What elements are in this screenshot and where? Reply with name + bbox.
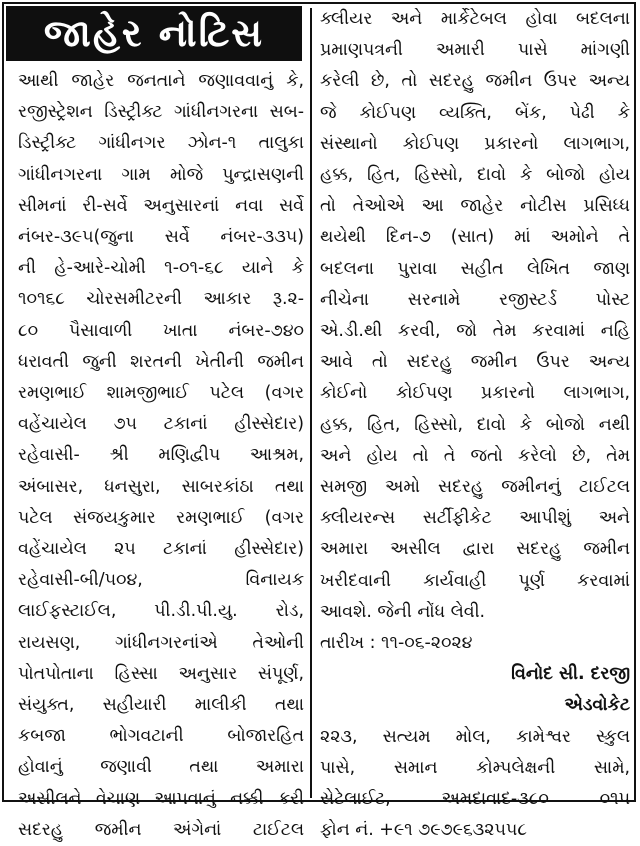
- notice-line: પ્રમાણપત્રની અમારી પાસે માંગણી: [320, 40, 630, 61]
- notice-line: અંબાસર, ધનસુરા, સાબરકાંઠા તથા: [18, 476, 304, 497]
- notice-line: આથી જાહેર જનતાને જણાવવાનું કે,: [18, 71, 304, 91]
- notice-left-column: [18, 66, 304, 846]
- address-line: સેટેલાઈટ, અમદાવાદ-૩૮૦ ૦૧૫: [320, 789, 630, 810]
- notice-line: અને હોય તો તે જતો કરેલો છે, તેમ: [320, 445, 630, 466]
- notice-line: પટેલ સંજયકુમાર રમણભાઈ (વગર: [18, 507, 304, 528]
- notice-line: કબજા ભોગવટાની બોજારહિત: [18, 726, 304, 747]
- notice-line: સંસ્થાનો કોઈપણ પ્રકારનો લાગભાગ,: [320, 133, 630, 154]
- notice-line: એ.ડી.થી કરવી, જો તેમ કરવામાં નહિ: [320, 321, 630, 342]
- notice-line: હોવાનું જણાવી તથા અમારા: [18, 757, 304, 778]
- notice-line: થયેથી દિન-૭ (સાત) માં અમોને તે: [320, 227, 630, 248]
- column-divider: [310, 8, 312, 798]
- notice-line: કરેલી છે, તો સદરહુ જમીન ઉપર અન્ય: [320, 71, 630, 92]
- phone-line: ફોન નં. +૯૧ ૭૯૭૯૬૩૨૫૫૮: [320, 820, 527, 841]
- notice-right-column: [320, 4, 630, 846]
- notice-line: તો તેઓએ આ જાહેર નોટીસ પ્રસિધ્ધ: [320, 196, 630, 217]
- notice-line: ની હે-આરે-ચોમી ૧-૦૧-૬૮ યાને કે: [18, 258, 304, 279]
- notice-line: આવશે. જેની નોંધ લેવી.: [320, 601, 486, 622]
- notice-line: ૮૦ પૈસાવાળી ખાતા નંબર-૭૪૦: [18, 320, 304, 341]
- notice-line: અમારા અસીલ દ્વારા સદરહુ જમીન: [320, 539, 630, 560]
- notice-line: કોઈનો કોઈપણ પ્રકારનો લાગભાગ,: [320, 383, 630, 404]
- advocate-name: વિનોદ સી. દરજી: [511, 664, 630, 685]
- notice-line: અસીલને વેચાણ આપવાનું નક્કી કરી: [18, 788, 304, 809]
- notice-date: તારીખ : ૧૧-૦૬-૨૦૨૪: [320, 633, 473, 654]
- notice-line: રમણભાઈ શામજીભાઈ પટેલ (વગર: [18, 383, 304, 404]
- notice-line: આવે તો સદરહુ જમીન ઉપર અન્ય: [320, 352, 630, 373]
- notice-line: સમજી અમો સદરહુ જમીનનું ટાઈટલ: [320, 477, 630, 498]
- notice-line: હક્ક, હિત, હિસ્સો, દાવો કે બોજો હોય: [320, 165, 630, 186]
- notice-line: નીચેના સરનામે રજીસ્ટર્ડ પોસ્ટ: [320, 289, 630, 310]
- notice-line: રહેવાસી-બી/૫૦૪, વિનાયક: [18, 570, 304, 591]
- notice-line: ખરીદવાની કાર્યવાહી પૂર્ણ કરવામાં: [320, 570, 630, 591]
- notice-line: ૧૦૧૬૮ ચોરસમીટરની આકાર રૂ.૨-: [18, 289, 304, 310]
- notice-line: બદલના પુરાવા સહીત લેખિત જાણ: [320, 258, 630, 279]
- notice-line: લાઈફસ્ટાઈલ, પી.ડી.પી.યુ. રોડ,: [18, 601, 304, 622]
- notice-line: સદરહુ જમીન અંગેનાં ટાઈટલ: [18, 819, 304, 840]
- notice-line: પોતપોતાના હિસ્સા અનુસાર સંપૂર્ણ,: [18, 663, 304, 684]
- notice-line: નંબર-૩૯૫(જુના સર્વે નંબર-૩૩૫): [18, 227, 304, 248]
- advocate-title: એડવોકેટ: [564, 695, 630, 716]
- notice-line: વહેંચાયેલ ૭૫ ટકાનાં હીસ્સેદાર): [18, 414, 304, 435]
- notice-line: રજીસ્ટ્રેશન ડિસ્ટ્રીક્ટ ગાંધીનગરના સબ-: [18, 102, 304, 123]
- notice-line: ગાંધીનગરના ગામ મોજે પુન્દ્રાસણની: [18, 164, 304, 185]
- notice-line: સીમનાં રી-સર્વે અનુસારનાં નવા સર્વે: [18, 195, 304, 216]
- notice-line: ડિસ્ટ્રીક્ટ ગાંધીનગર ઝોન-૧ તાલુકા: [18, 133, 304, 154]
- notice-line: રાયસણ, ગાંધીનગરનાંએ તેઓની: [18, 632, 304, 653]
- notice-line: રહેવાસી- શ્રી મણિદ્વીપ આશ્રમ,: [18, 445, 304, 466]
- notice-line: સંયુક્ત, સહીયારી માલીકી તથા: [18, 695, 304, 716]
- notice-line: જે કોઈપણ વ્યક્તિ, બેંક, પેઢી કે: [320, 102, 630, 123]
- notice-line: ક્લીયર અને માર્કેટેબલ હોવા બદલના: [320, 9, 630, 29]
- notice-line: ક્લીયરન્સ સર્ટીફીકેટ આપીશું અને: [320, 508, 630, 529]
- notice-line: વહેંચાયેલ ૨૫ ટકાનાં હીસ્સેદાર): [18, 539, 304, 560]
- notice-title: જાહેર નોટિસ: [6, 6, 302, 61]
- address-line: ૨૨૩, સત્યમ મોલ, કામેશ્વર સ્કુલ: [320, 726, 630, 747]
- notice-line: હક્ક, હિત, હિસ્સો, દાવો કે બોજો નથી: [320, 414, 630, 435]
- notice-line: ધરાવતી જુની શરતની ખેતીની જમીન: [18, 351, 304, 372]
- address-line: પાસે, સમાન કોમ્પલેક્ષની સામે,: [320, 757, 630, 778]
